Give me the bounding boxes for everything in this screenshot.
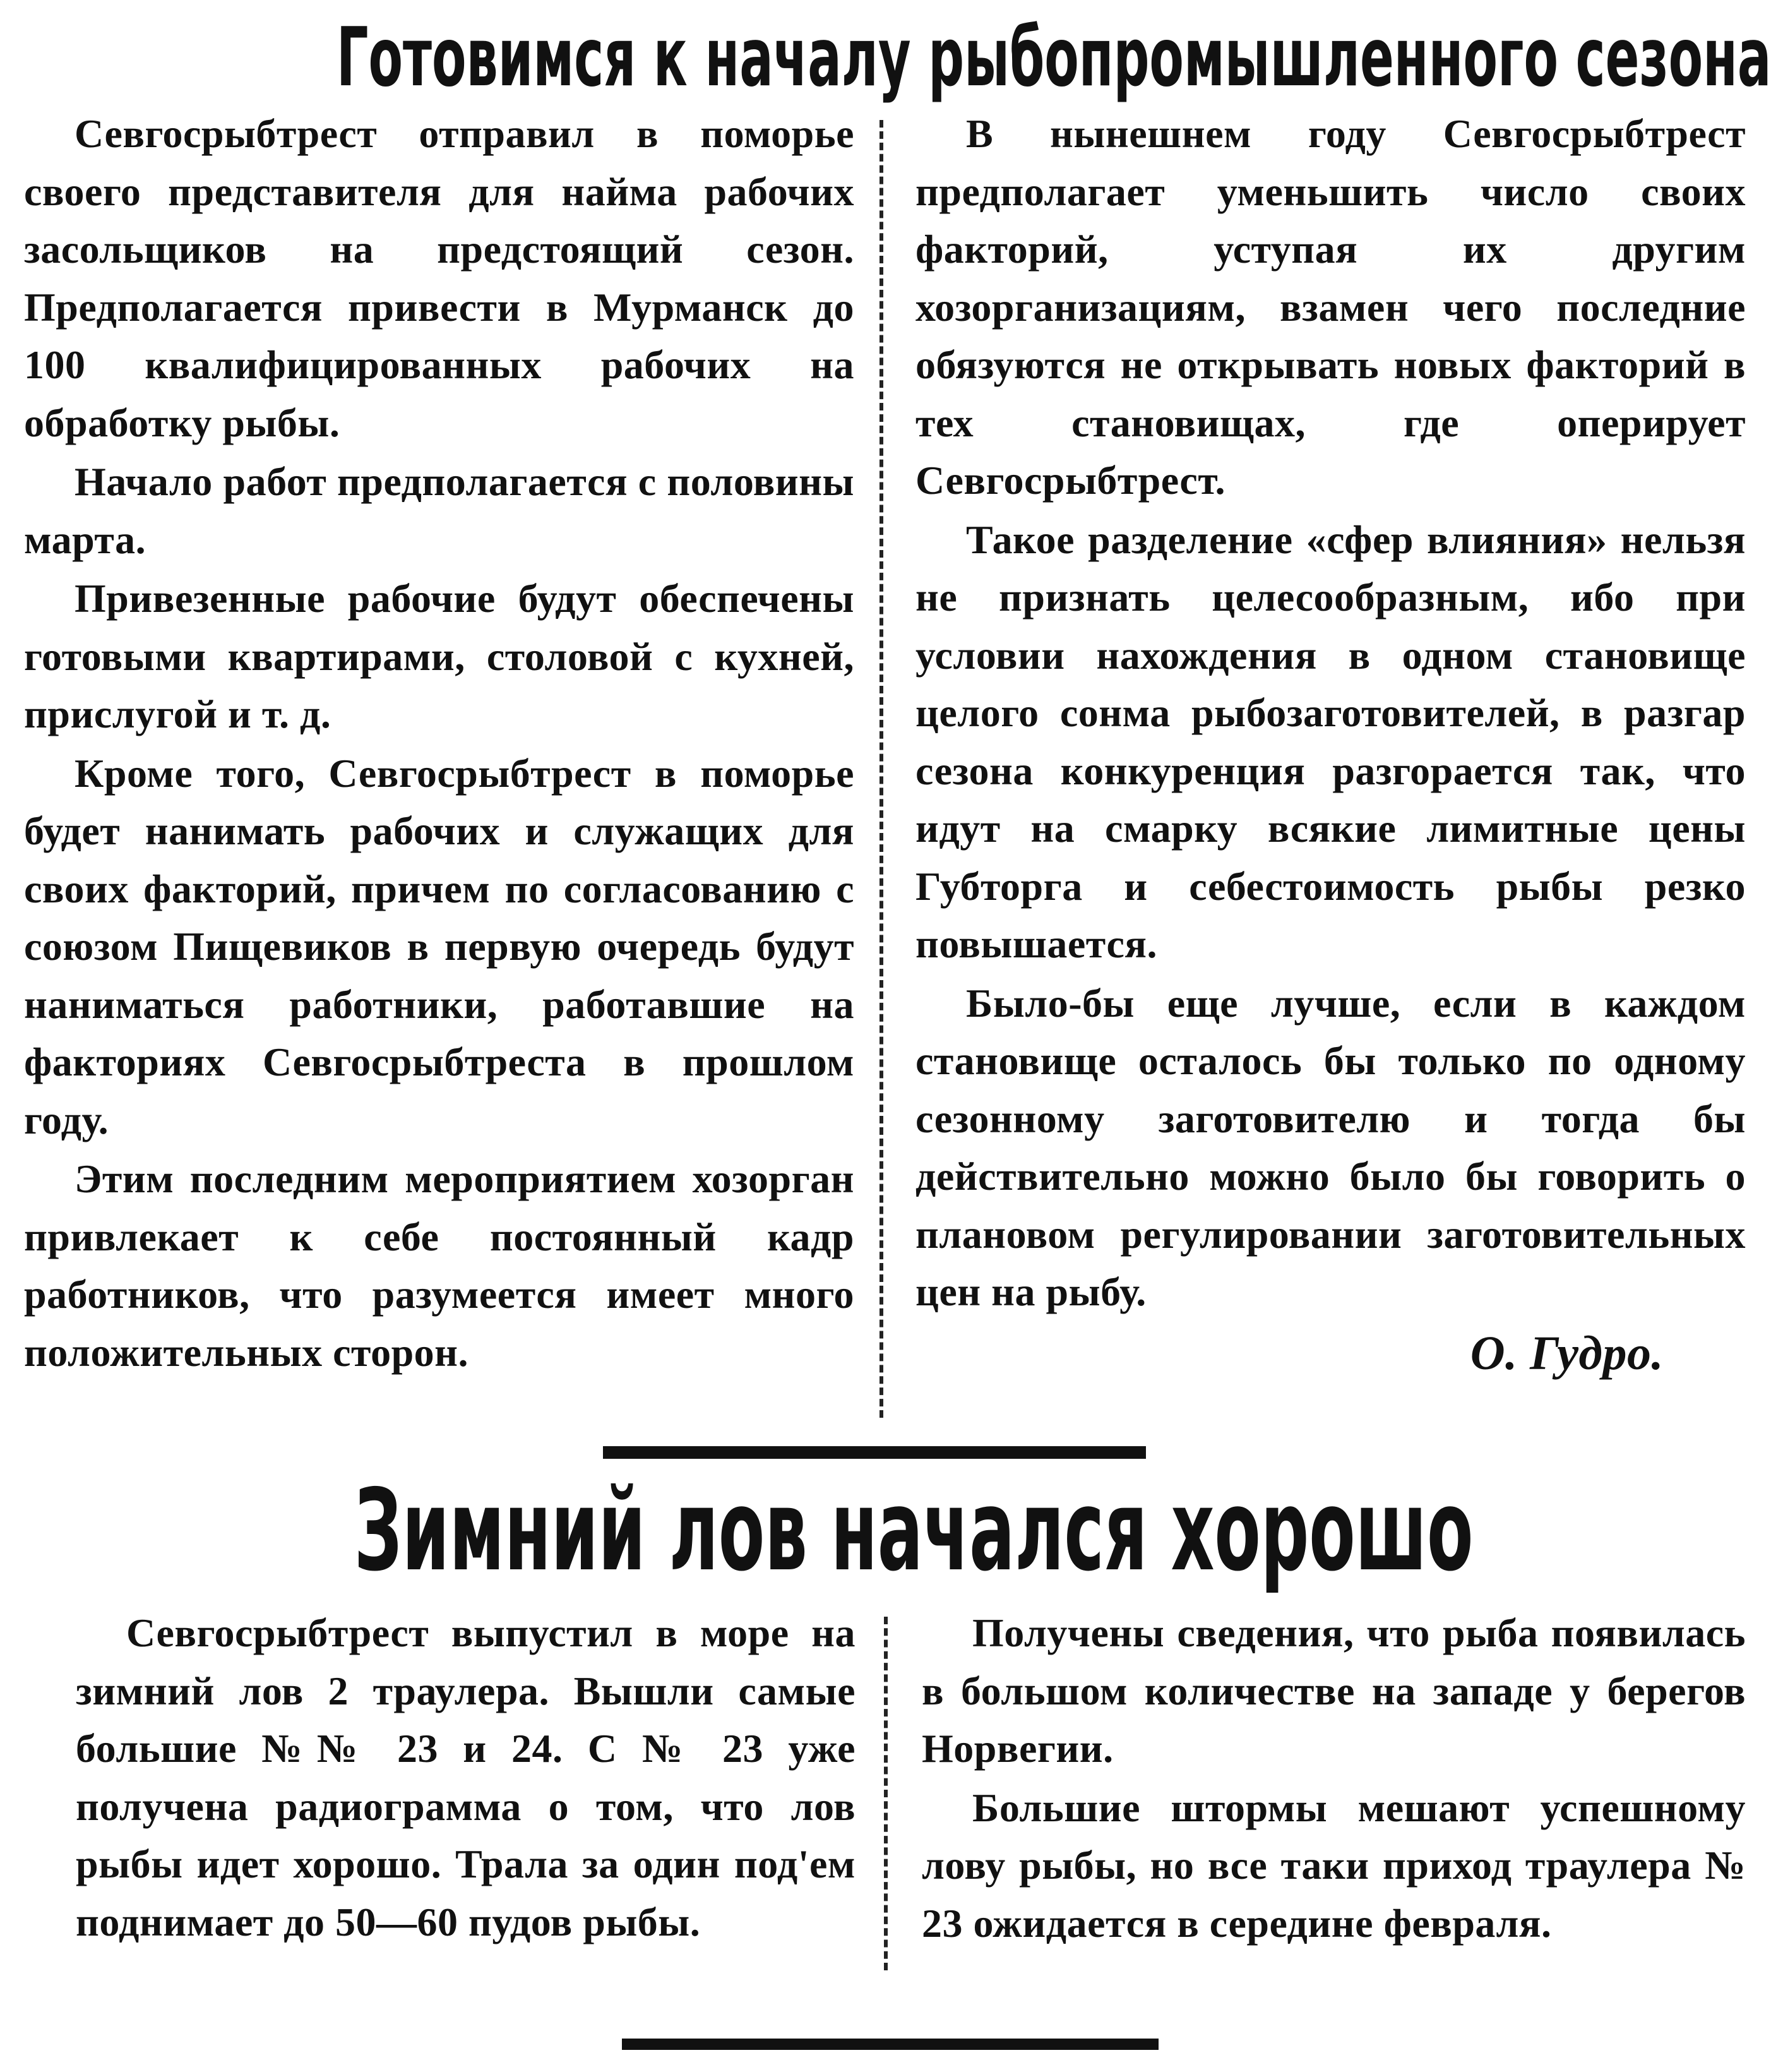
article-1-paragraph: Такое разделение «сфер влияния» нельзя не признать целесообразным, ибо при условии нахождения в одном становище целого сонма рыбозаготовителей, в разгар сезона конкуренция разгорается так, что идут на смарку всякие лимитные цены Губторга и себестоимость рыбы резко повышается. — [915, 517, 1746, 966]
article-1-paragraph: Севгосрыбтрест отправил в поморье своего представителя для найма рабочих засольщиков на предстоящий сезон. Предполагается привести в Мурманск до 100 квалифицированных рабочих на обработку рыбы. — [24, 111, 854, 445]
article-1-left-column — [24, 105, 854, 1381]
article-2-paragraph: Получены сведения, что рыба появилась в большом количестве на западе у берегов Норвегии. — [922, 1610, 1746, 1771]
article-1-paragraph: Кроме того, Севгосрыбтрест в поморье будет нанимать рабочих и служащих для своих факторий, причем по согласованию с союзом Пищевиков в первую очередь будут наниматься работники, работавшие на факториях Севгосрыбтреста в прошлом году. — [24, 750, 854, 1142]
article-2-left-column — [76, 1604, 856, 1951]
column-divider — [884, 1617, 888, 1970]
article-separator — [603, 1446, 1146, 1459]
article-1-paragraph: Начало работ предполагается с половины марта. — [24, 459, 854, 562]
article-1-paragraph: Было-бы еще лучше, если в каждом становище осталось бы только по одному сезонному заготовителю и тогда бы действительно можно было бы говорить о плановом регулировании заготовительных цен на рыбу. — [915, 980, 1746, 1314]
article-1-paragraph: Этим последним мероприятием хозорган привлекает к себе постоянный кадр работников, что разумеется имеет много положительных сторон. — [24, 1156, 854, 1375]
article-separator — [622, 2039, 1159, 2050]
author-signature: О. Гудро. — [1470, 1326, 1664, 1380]
article-2-headline: Зимний лов начался хорошо — [354, 1465, 1474, 1596]
article-1-paragraph: В нынешнем году Севгосрыбтрест предполагает уменьшить число своих факторий, уступая их другим хозорганизациям, взамен чего последние обязуются не открывать новых факторий в тех становищах, где оперирует Севгосрыбтрест. — [915, 111, 1746, 503]
article-1-headline: Готовимся к началу рыбопромышленного сезона — [336, 11, 1771, 105]
article-2-right-column — [922, 1604, 1746, 1952]
article-2-paragraph: Большие штормы мешают успешному лову рыбы, но все таки приход траулера № 23 ожидается в середине февраля. — [922, 1785, 1746, 1946]
article-1-paragraph: Привезенные рабочие будут обеспечены готовыми квартирами, столовой с кухней, прислугой и т. д. — [24, 576, 854, 736]
article-1-right-column — [915, 105, 1746, 1382]
article-2-paragraph: Севгосрыбтрест выпустил в море на зимний лов 2 траулера. Вышли самые большие №№ 23 и 24. С № 23 уже получена радиограмма о том, что лов рыбы идет хорошо. Трала за один под'ем поднимает до 50—60 пудов рыбы. — [76, 1610, 856, 1944]
column-divider — [880, 120, 883, 1418]
